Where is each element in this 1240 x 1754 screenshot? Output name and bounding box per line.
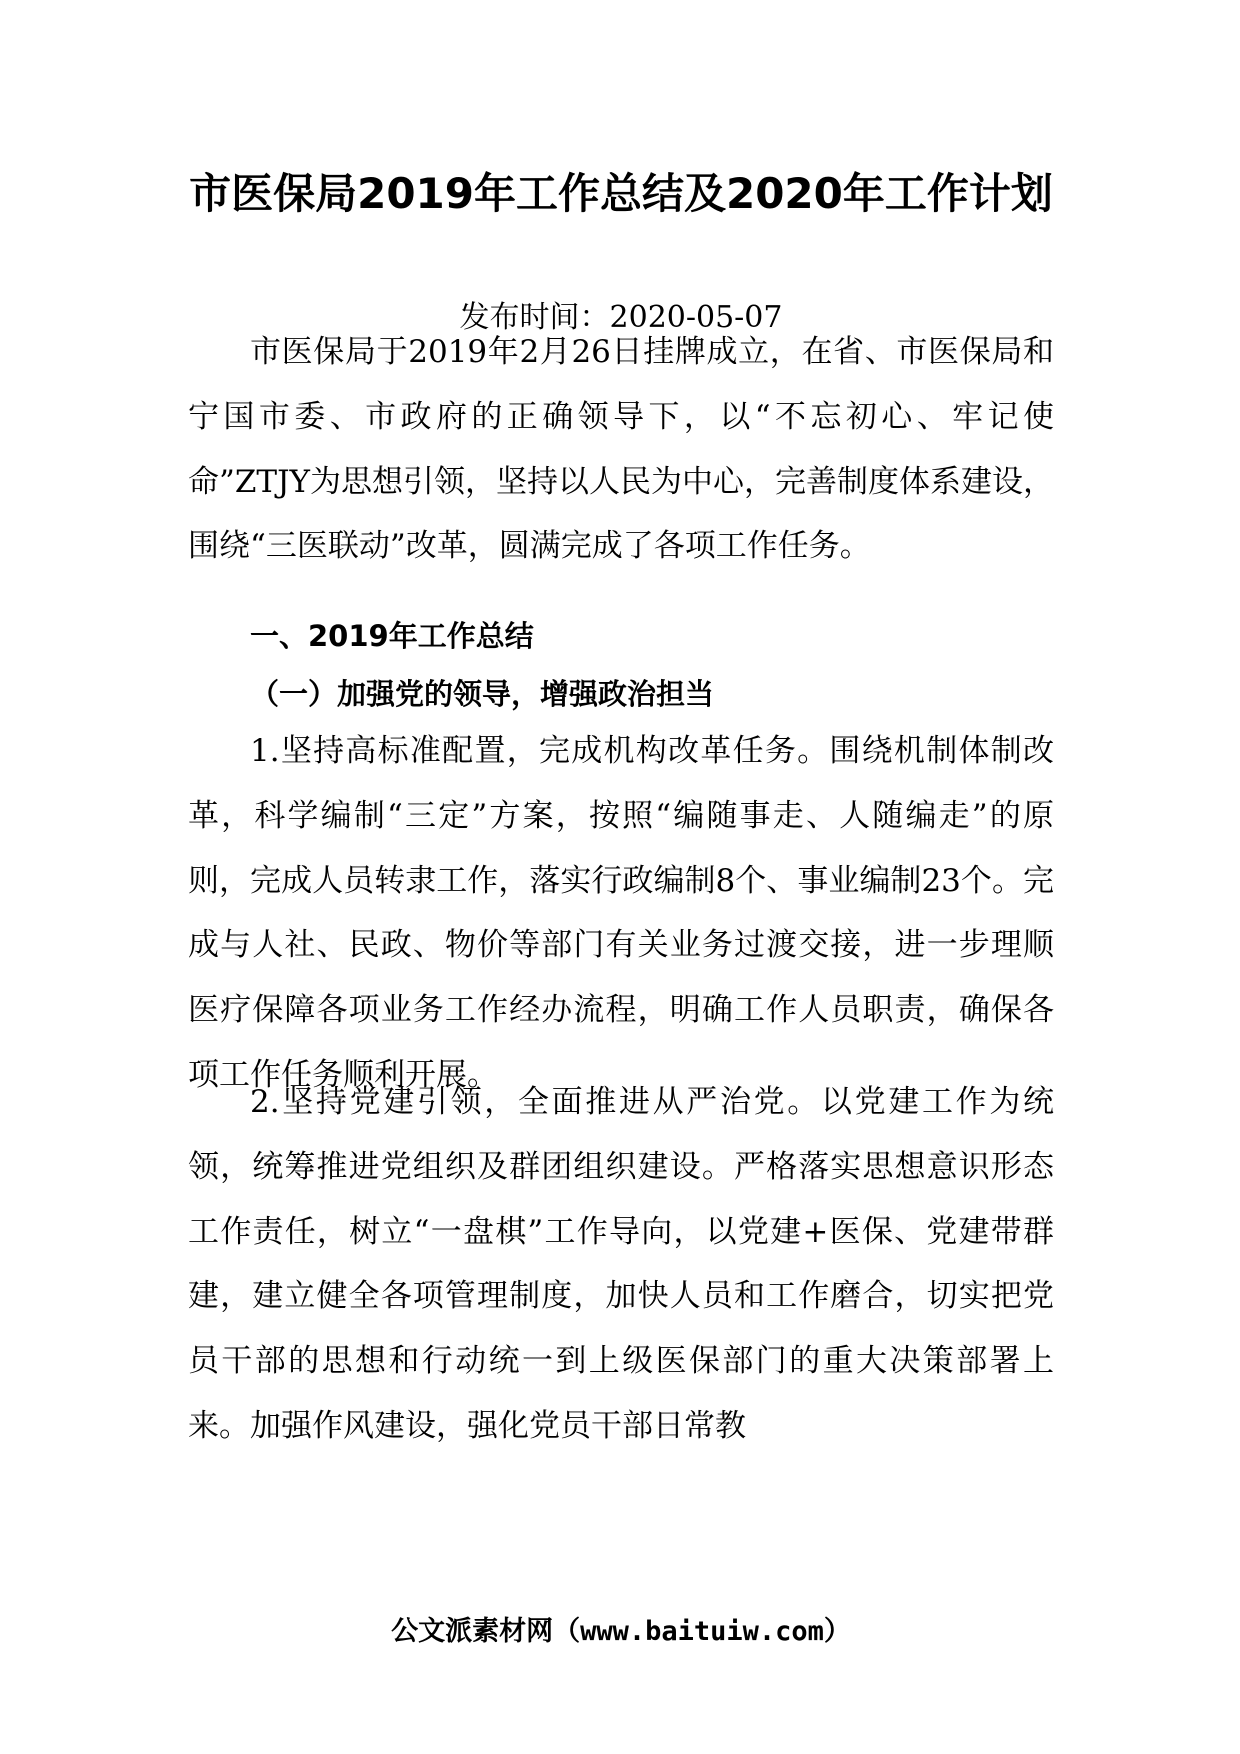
footer-watermark: 公文派素材网（www.baituiw.com）: [391, 1616, 851, 1647]
document-page: [188, 0, 1054, 1754]
section-heading: 一、2019年工作总结: [250, 619, 534, 653]
body-paragraph-1: 1.坚持高标准配置，完成机构改革任务。围绕机制体制改革，科学编制“三定”方案，按照“编随事走、人随编走”的原则，完成人员转隶工作，落实行政编制8个、事业编制23个。完成与人社、民政、物价等部门有关业务过渡交接，进一步理顺医疗保障各项业务工作经办流程，明确工作人员职责，确保各项工作任务顺利开展。: [188, 733, 1054, 1093]
publish-date: 发布时间：2020-05-07: [459, 300, 783, 335]
body-paragraph-2: 2.坚持党建引领，全面推进从严治党。以党建工作为统领，统筹推进党组织及群团组织建设。严格落实思想意识形态工作责任，树立“一盘棋”工作导向，以党建+医保、党建带群建，建立健全各项管理制度，加快人员和工作磨合，切实把党员干部的思想和行动统一到上级医保部门的重大决策部署上来。加强作风建设，强化党员干部日常教: [188, 1084, 1054, 1444]
intro-paragraph: 市医保局于2019年2月26日挂牌成立，在省、市医保局和宁国市委、市政府的正确领导下，以“不忘初心、牢记使命”ZTJY为思想引领，坚持以人民为中心，完善制度体系建设，围绕“三医联动”改革，圆满完成了各项工作任务。: [188, 334, 1054, 565]
document-title: 市医保局2019年工作总结及2020年工作计划: [189, 169, 1053, 218]
subsection-heading: （一）加强党的领导，增强政治担当: [250, 677, 715, 711]
